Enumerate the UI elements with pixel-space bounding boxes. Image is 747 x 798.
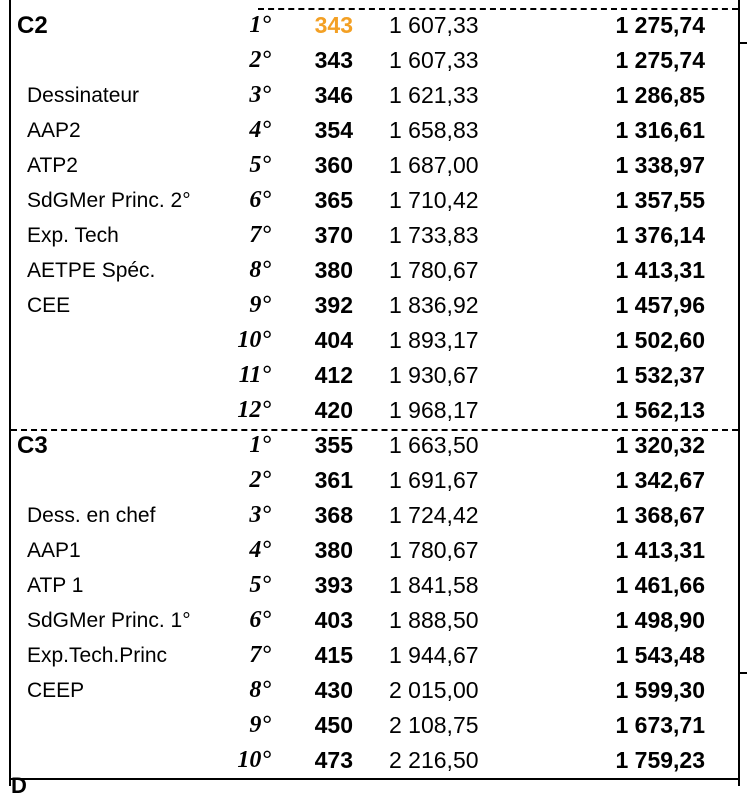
corps-label: SdGMer Princ. 2° (27, 189, 191, 212)
echelon: 10° (237, 747, 271, 773)
gross-salary: 1 607,33 (389, 12, 479, 38)
grade-label: C2 (17, 12, 48, 39)
echelon: 10° (237, 327, 271, 353)
table-row (11, 743, 738, 778)
corps-label: Dess. en chef (27, 504, 156, 527)
echelon: 6° (249, 187, 271, 213)
indice: 403 (314, 607, 353, 633)
echelon: 9° (249, 292, 271, 318)
corps-label: ATP2 (27, 154, 78, 177)
gross-salary: 1 968,17 (389, 397, 479, 423)
table-row (11, 43, 738, 78)
table-row (11, 393, 738, 428)
echelon: 8° (249, 257, 271, 283)
gross-salary: 1 621,33 (389, 82, 479, 108)
echelon: 5° (249, 152, 271, 178)
gross-salary: 1 687,00 (389, 152, 479, 178)
gross-salary: 1 944,67 (389, 642, 479, 668)
net-salary: 1 316,61 (615, 117, 705, 143)
table-row (11, 533, 738, 568)
indice: 380 (314, 257, 353, 283)
corps-label: AAP1 (27, 539, 81, 562)
gross-salary: 1 607,33 (389, 47, 479, 73)
gross-salary: 1 836,92 (389, 292, 479, 318)
net-salary: 1 599,30 (615, 677, 705, 703)
cut-off-next-grade-label: D (11, 773, 27, 798)
net-salary: 1 376,14 (615, 222, 705, 248)
gross-salary: 2 108,75 (389, 712, 479, 738)
table-row (11, 218, 738, 253)
indice: 393 (314, 572, 353, 598)
indice: 404 (314, 327, 353, 353)
table-row (11, 78, 738, 113)
corps-label: SdGMer Princ. 1° (27, 609, 191, 632)
gross-salary: 1 780,67 (389, 257, 479, 283)
gross-salary: 2 015,00 (389, 677, 479, 703)
indice: 355 (314, 432, 353, 458)
net-salary: 1 562,13 (615, 397, 705, 423)
indice: 450 (314, 712, 353, 738)
corps-label: CEEP (27, 679, 85, 702)
indice: 368 (314, 502, 353, 528)
net-salary: 1 413,31 (615, 537, 705, 563)
edge-mark (740, 672, 747, 674)
table-row (11, 498, 738, 533)
table-row (11, 113, 738, 148)
echelon: 1° (249, 432, 271, 458)
table-bottom-border (9, 778, 740, 780)
echelon: 2° (249, 47, 271, 73)
gross-salary: 2 216,50 (389, 747, 479, 773)
corps-label: Exp.Tech.Princ (27, 644, 168, 667)
net-salary: 1 342,67 (615, 467, 705, 493)
table-row (11, 148, 738, 183)
gross-salary: 1 893,17 (389, 327, 479, 353)
corps-label: Dessinateur (27, 84, 140, 107)
echelon: 12° (237, 397, 271, 423)
indice: 360 (314, 152, 353, 178)
net-salary: 1 759,23 (615, 747, 705, 773)
indice: 420 (314, 397, 353, 423)
net-salary: 1 368,67 (615, 502, 705, 528)
echelon: 2° (249, 467, 271, 493)
gross-salary: 1 710,42 (389, 187, 479, 213)
table-row (11, 253, 738, 288)
gross-salary: 1 930,67 (389, 362, 479, 388)
gross-salary: 1 733,83 (389, 222, 479, 248)
gross-salary: 1 780,67 (389, 537, 479, 563)
net-salary: 1 413,31 (615, 257, 705, 283)
net-salary: 1 532,37 (615, 362, 705, 388)
table-row (11, 708, 738, 743)
net-salary: 1 286,85 (615, 82, 705, 108)
echelon: 7° (249, 642, 271, 668)
net-salary: 1 457,96 (615, 292, 705, 318)
net-salary: 1 498,90 (615, 607, 705, 633)
indice: 354 (314, 117, 353, 143)
gross-salary: 1 658,83 (389, 117, 479, 143)
echelon: 8° (249, 677, 271, 703)
table-row (11, 428, 738, 463)
indice: 430 (314, 677, 353, 703)
corps-label: Exp. Tech (27, 224, 119, 247)
net-salary: 1 461,66 (615, 572, 705, 598)
net-salary: 1 320,32 (615, 432, 705, 458)
echelon: 4° (249, 537, 271, 563)
indice: 412 (314, 362, 353, 388)
net-salary: 1 357,55 (615, 187, 705, 213)
indice: 415 (314, 642, 353, 668)
echelon: 4° (249, 117, 271, 143)
echelon: 1° (249, 12, 271, 38)
gross-salary: 1 841,58 (389, 572, 479, 598)
gross-salary: 1 888,50 (389, 607, 479, 633)
net-salary: 1 543,48 (615, 642, 705, 668)
gross-salary: 1 724,42 (389, 502, 479, 528)
indice: 361 (314, 467, 353, 493)
echelon: 6° (249, 607, 271, 633)
indice: 343 (314, 47, 353, 73)
echelon: 3° (249, 82, 271, 108)
indice: 346 (314, 82, 353, 108)
table-row (11, 323, 738, 358)
edge-mark (740, 42, 747, 44)
echelon: 9° (249, 712, 271, 738)
net-salary: 1 275,74 (615, 12, 705, 38)
corps-label: AAP2 (27, 119, 81, 142)
corps-label: ATP 1 (27, 574, 84, 597)
net-salary: 1 275,74 (615, 47, 705, 73)
corps-label: CEE (27, 294, 71, 317)
table-row (11, 288, 738, 323)
indice: 473 (314, 747, 353, 773)
table-row (11, 568, 738, 603)
table-row (11, 8, 738, 43)
indice-highlighted: 343 (314, 12, 353, 38)
table-row (11, 603, 738, 638)
gross-salary: 1 663,50 (389, 432, 479, 458)
table-row (11, 673, 738, 708)
indice: 392 (314, 292, 353, 318)
corps-label: AETPE Spéc. (27, 259, 156, 282)
net-salary: 1 502,60 (615, 327, 705, 353)
table-row (11, 183, 738, 218)
indice: 380 (314, 537, 353, 563)
gross-salary: 1 691,67 (389, 467, 479, 493)
echelon: 5° (249, 572, 271, 598)
net-salary: 1 338,97 (615, 152, 705, 178)
table-row (11, 358, 738, 393)
table-row (11, 463, 738, 498)
net-salary: 1 673,71 (615, 712, 705, 738)
echelon: 7° (249, 222, 271, 248)
echelon: 11° (238, 362, 271, 388)
grade-label: C3 (17, 432, 48, 459)
table-row (11, 638, 738, 673)
indice: 370 (314, 222, 353, 248)
table-right-border (738, 0, 740, 786)
echelon: 3° (249, 502, 271, 528)
indice: 365 (314, 187, 353, 213)
